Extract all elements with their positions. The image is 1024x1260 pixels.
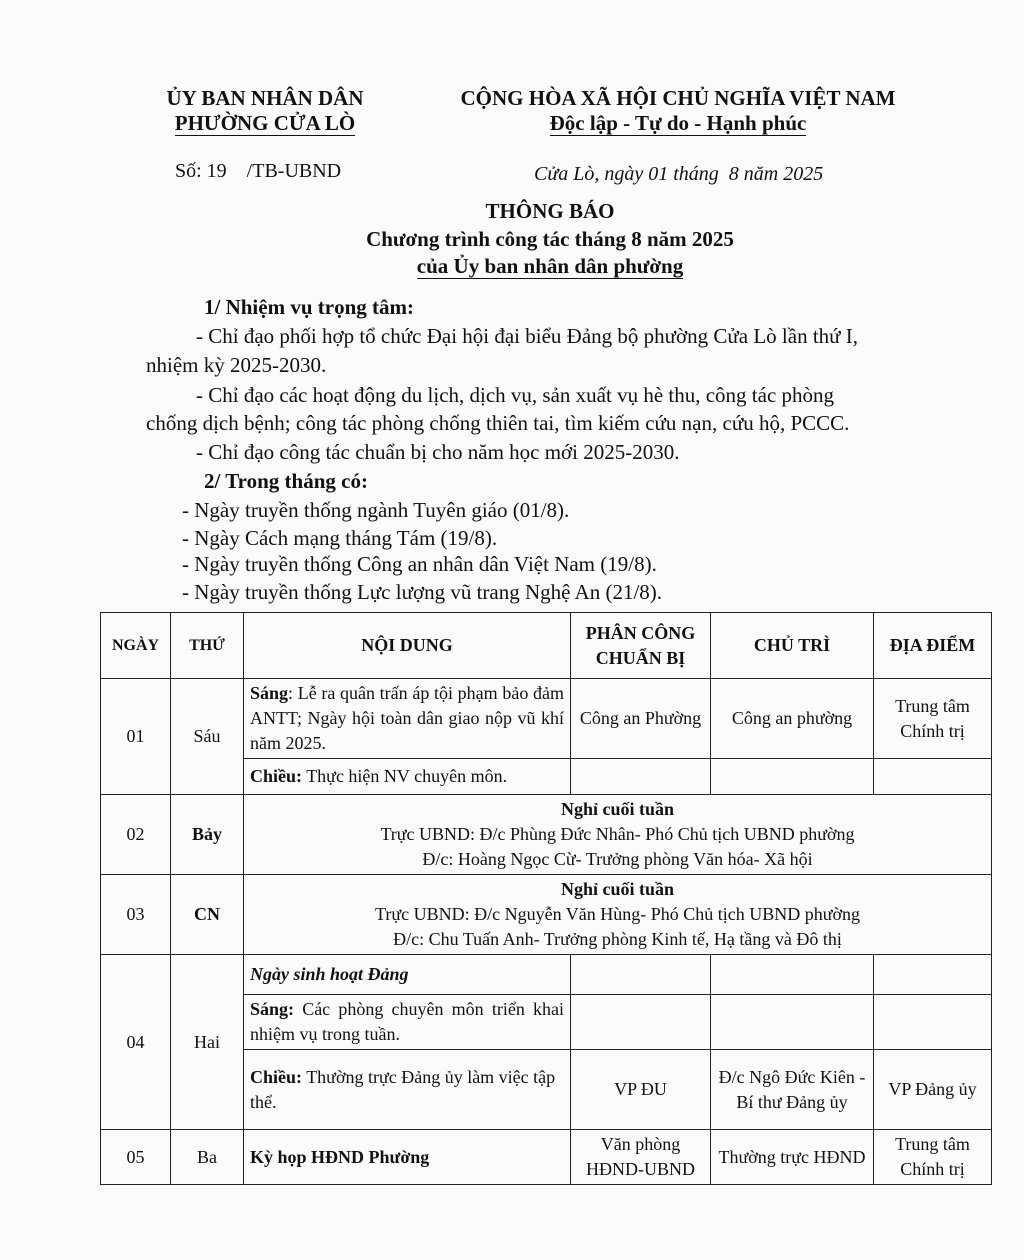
notice-subtitle-2 bbox=[300, 254, 800, 279]
morning-label: Sáng: bbox=[250, 999, 295, 1019]
cell-day: 05 bbox=[101, 1130, 171, 1185]
cell-content-morning bbox=[244, 995, 571, 1050]
cell-prep: Công an Phường bbox=[571, 679, 711, 759]
cell-empty bbox=[711, 955, 874, 995]
duty-line: Trực UBND: Đ/c Nguyễn Văn Hùng- Phó Chủ tịch UBND phường bbox=[374, 904, 861, 924]
cell-empty bbox=[711, 995, 874, 1050]
col-header-prep: PHÂN CÔNG CHUẨN BỊ bbox=[571, 613, 711, 679]
schedule-table bbox=[100, 612, 992, 1185]
weekend-title: Nghỉ cuối tuần bbox=[560, 879, 675, 899]
section2-item: - Ngày truyền thống ngành Tuyên giáo (01/8). bbox=[182, 498, 570, 522]
afternoon-text: Thường trực Đảng ủy làm việc tập thể. bbox=[250, 1066, 556, 1112]
col-header-content: NỘI DUNG bbox=[244, 613, 571, 679]
cell-weekday: Hai bbox=[171, 955, 244, 1130]
weekend-title: Nghỉ cuối tuần bbox=[560, 799, 675, 819]
table-row bbox=[101, 795, 992, 875]
morning-label: Sáng bbox=[250, 683, 289, 703]
cell-content-afternoon bbox=[244, 759, 571, 795]
cell-weekday: Bảy bbox=[171, 795, 244, 875]
afternoon-label: Chiều: bbox=[250, 1066, 303, 1087]
col-header-lead: CHỦ TRÌ bbox=[711, 613, 874, 679]
cell-prep: VP ĐU bbox=[571, 1050, 711, 1130]
table-header-row bbox=[101, 613, 992, 679]
nation-motto bbox=[440, 111, 916, 136]
table-row bbox=[101, 679, 992, 759]
cell-party-day: Ngày sinh hoạt Đảng bbox=[244, 955, 571, 995]
notice-subtitle-2-text: của Ủy ban nhân dân phường bbox=[416, 254, 684, 278]
cell-content-afternoon bbox=[244, 1050, 571, 1130]
duty-line: Đ/c: Hoàng Ngọc Cừ- Trưởng phòng Văn hóa- Xã hội bbox=[422, 849, 813, 869]
section1-item3: - Chỉ đạo công tác chuẩn bị cho năm học mới 2025-2030. bbox=[196, 440, 680, 464]
org-name-line2 bbox=[160, 111, 370, 136]
cell-day: 02 bbox=[101, 795, 171, 875]
cell-empty bbox=[874, 955, 992, 995]
cell-empty bbox=[874, 995, 992, 1050]
notice-title: THÔNG BÁO bbox=[485, 199, 615, 223]
cell-weekday: Ba bbox=[171, 1130, 244, 1185]
afternoon-text: Thực hiện NV chuyên môn. bbox=[302, 766, 508, 786]
morning-text: : Lễ ra quân trấn áp tội phạm bảo đảm ANTT; Ngày hội toàn dân giao nộp vũ khí năm 2025. bbox=[250, 683, 564, 753]
cell-venue: Trung tâm Chính trị bbox=[874, 1130, 992, 1185]
col-header-day: NGÀY bbox=[101, 613, 171, 679]
nation-title: CỘNG HÒA XÃ HỘI CHỦ NGHĨA VIỆT NAM bbox=[460, 86, 896, 110]
doc-number: Số: 19 /TB-UBND bbox=[175, 160, 342, 182]
cell-weekend-note bbox=[244, 875, 992, 955]
cell-content-morning bbox=[244, 679, 571, 759]
cell-day: 03 bbox=[101, 875, 171, 955]
col-header-venue: ĐỊA ĐIỂM bbox=[874, 613, 992, 679]
section1-item1a: - Chỉ đạo phối hợp tổ chức Đại hội đại biểu Đảng bộ phường Cửa Lò lần thứ I, bbox=[196, 324, 859, 348]
cell-empty bbox=[571, 955, 711, 995]
section1-item1b: nhiệm kỳ 2025-2030. bbox=[146, 353, 327, 377]
cell-prep: Văn phòng HĐND-UBND bbox=[571, 1130, 711, 1185]
col-header-weekday: THỨ bbox=[171, 613, 244, 679]
notice-subtitle: Chương trình công tác tháng 8 năm 2025 bbox=[366, 227, 734, 251]
section2-item: - Ngày truyền thống Lực lượng vũ trang Nghệ An (21/8). bbox=[182, 580, 663, 604]
duty-line: Đ/c: Chu Tuấn Anh- Trưởng phòng Kinh tế, Hạ tầng và Đô thị bbox=[393, 929, 842, 949]
cell-weekday: CN bbox=[171, 875, 244, 955]
cell-empty bbox=[571, 995, 711, 1050]
section2-item: - Ngày truyền thống Công an nhân dân Việt Nam (19/8). bbox=[182, 552, 657, 576]
org-name-line1: ỦY BAN NHÂN DÂN bbox=[166, 86, 364, 110]
cell-lead: Đ/c Ngô Đức Kiên -Bí thư Đảng ủy bbox=[711, 1050, 874, 1130]
section1-heading: 1/ Nhiệm vụ trọng tâm: bbox=[204, 295, 414, 319]
org-name-line2-text: PHƯỜNG CỬA LÒ bbox=[174, 111, 356, 135]
cell-weekday: Sáu bbox=[171, 679, 244, 795]
cell-venue: VP Đảng ủy bbox=[874, 1050, 992, 1130]
morning-text: Các phòng chuyên môn triển khai nhiệm vụ trong tuần. bbox=[250, 999, 564, 1044]
cell-empty bbox=[711, 759, 874, 795]
cell-content: Kỳ họp HĐND Phường bbox=[244, 1130, 571, 1185]
cell-empty bbox=[874, 759, 992, 795]
cell-weekend-note bbox=[244, 795, 992, 875]
cell-day: 04 bbox=[101, 955, 171, 1130]
cell-day: 01 bbox=[101, 679, 171, 795]
duty-line: Trực UBND: Đ/c Phùng Đức Nhân- Phó Chủ tịch UBND phường bbox=[380, 824, 855, 844]
cell-venue: Trung tâm Chính trị bbox=[874, 679, 992, 759]
nation-motto-text: Độc lập - Tự do - Hạnh phúc bbox=[549, 111, 807, 135]
afternoon-label: Chiều: bbox=[250, 766, 303, 786]
cell-empty bbox=[571, 759, 711, 795]
section1-item2a: - Chỉ đạo các hoạt động du lịch, dịch vụ, sản xuất vụ hè thu, công tác phòng bbox=[196, 383, 835, 407]
cell-lead: Công an phường bbox=[711, 679, 874, 759]
cell-lead: Thường trực HĐND bbox=[711, 1130, 874, 1185]
place-date: Cửa Lò, ngày 01 tháng 8 năm 2025 bbox=[534, 163, 824, 185]
section1-item2b: chống dịch bệnh; công tác phòng chống thiên tai, tìm kiếm cứu nạn, cứu hộ, PCCC. bbox=[146, 411, 850, 435]
section2-item: - Ngày Cách mạng tháng Tám (19/8). bbox=[182, 526, 498, 550]
table-row bbox=[101, 875, 992, 955]
table-row bbox=[101, 1130, 992, 1185]
table-row bbox=[101, 955, 992, 995]
section2-heading: 2/ Trong tháng có: bbox=[204, 469, 368, 493]
